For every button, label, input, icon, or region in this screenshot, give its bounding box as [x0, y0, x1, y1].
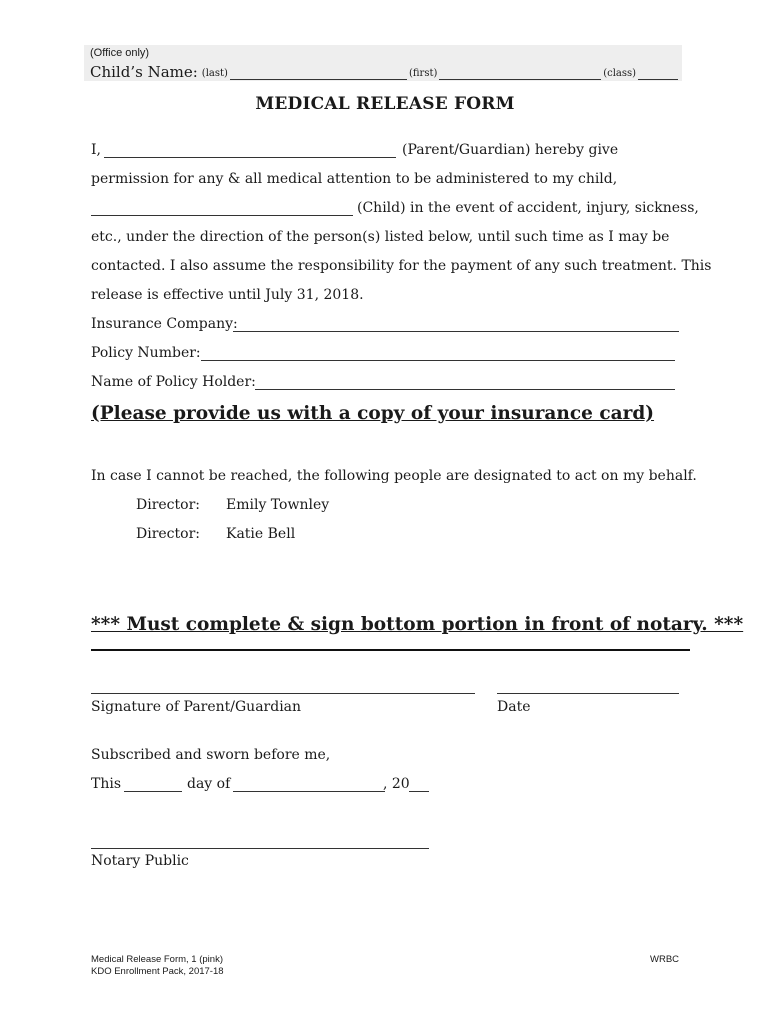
body-line6: release is effective until July 31, 2018. [91, 287, 364, 303]
class-field[interactable] [638, 67, 678, 80]
last-name-label: (last) [201, 68, 228, 79]
this-label: This [91, 776, 122, 792]
insurance-card-note: (Please provide us with a copy of your insurance card) [91, 403, 655, 424]
childs-name-row [90, 62, 680, 80]
footer-enrollment-pack: KDO Enrollment Pack, 2017-18 [91, 966, 224, 977]
class-label: (class) [603, 68, 637, 79]
body-line3-end: (Child) in the event of accident, injury, sickness, [357, 200, 699, 216]
body-line1-start: I, [91, 142, 101, 158]
last-name-field[interactable] [230, 67, 407, 80]
notary-month-field[interactable] [233, 776, 385, 792]
day-of-label: day of [187, 776, 231, 792]
designated-intro: In case I cannot be reached, the following people are designated to act on my behalf. [91, 468, 697, 484]
policy-number-field[interactable] [201, 345, 675, 361]
notary-year-field[interactable] [409, 776, 429, 792]
body-line5: contacted. I also assume the responsibility for the payment of any such treatment. This [91, 258, 712, 274]
office-only-label: (Office only) [90, 47, 150, 59]
year-prefix-label: , 20 [383, 776, 410, 792]
parent-signature-field[interactable] [91, 678, 475, 694]
policy-holder-field[interactable] [255, 374, 675, 390]
signature-date-field[interactable] [497, 678, 679, 694]
director-1-role: Director: [136, 497, 200, 513]
notary-signature-field[interactable] [91, 833, 429, 849]
body-line1-end: (Parent/Guardian) hereby give [402, 142, 619, 158]
insurance-company-label: Insurance Company: [91, 316, 238, 332]
childs-name-label: Child’s Name: [90, 63, 198, 81]
insurance-company-field[interactable] [233, 316, 679, 332]
first-name-field[interactable] [439, 67, 601, 80]
subscribed-sworn-text: Subscribed and sworn before me, [91, 747, 331, 763]
notary-public-label: Notary Public [91, 853, 189, 869]
footer-form-name: Medical Release Form, 1 (pink) [91, 954, 223, 965]
child-name-field[interactable] [91, 200, 353, 216]
director-2-name: Katie Bell [226, 526, 296, 542]
parent-signature-label: Signature of Parent/Guardian [91, 699, 302, 715]
first-name-label: (first) [408, 68, 438, 79]
director-1-name: Emily Townley [226, 497, 330, 513]
policy-number-label: Policy Number: [91, 345, 201, 361]
footer-org: WRBC [650, 954, 680, 965]
parent-guardian-name-field[interactable] [104, 142, 396, 158]
section-divider [91, 649, 690, 651]
body-line2: permission for any & all medical attention to be administered to my child, [91, 171, 618, 187]
policy-holder-label: Name of Policy Holder: [91, 374, 256, 390]
notary-day-field[interactable] [124, 776, 182, 792]
notary-warning: *** Must complete & sign bottom portion in front of notary. *** [91, 614, 744, 635]
body-line4: etc., under the direction of the person(s) listed below, until such time as I may be [91, 229, 670, 245]
date-label: Date [497, 699, 531, 715]
director-2-role: Director: [136, 526, 200, 542]
form-title: MEDICAL RELEASE FORM [255, 94, 515, 114]
